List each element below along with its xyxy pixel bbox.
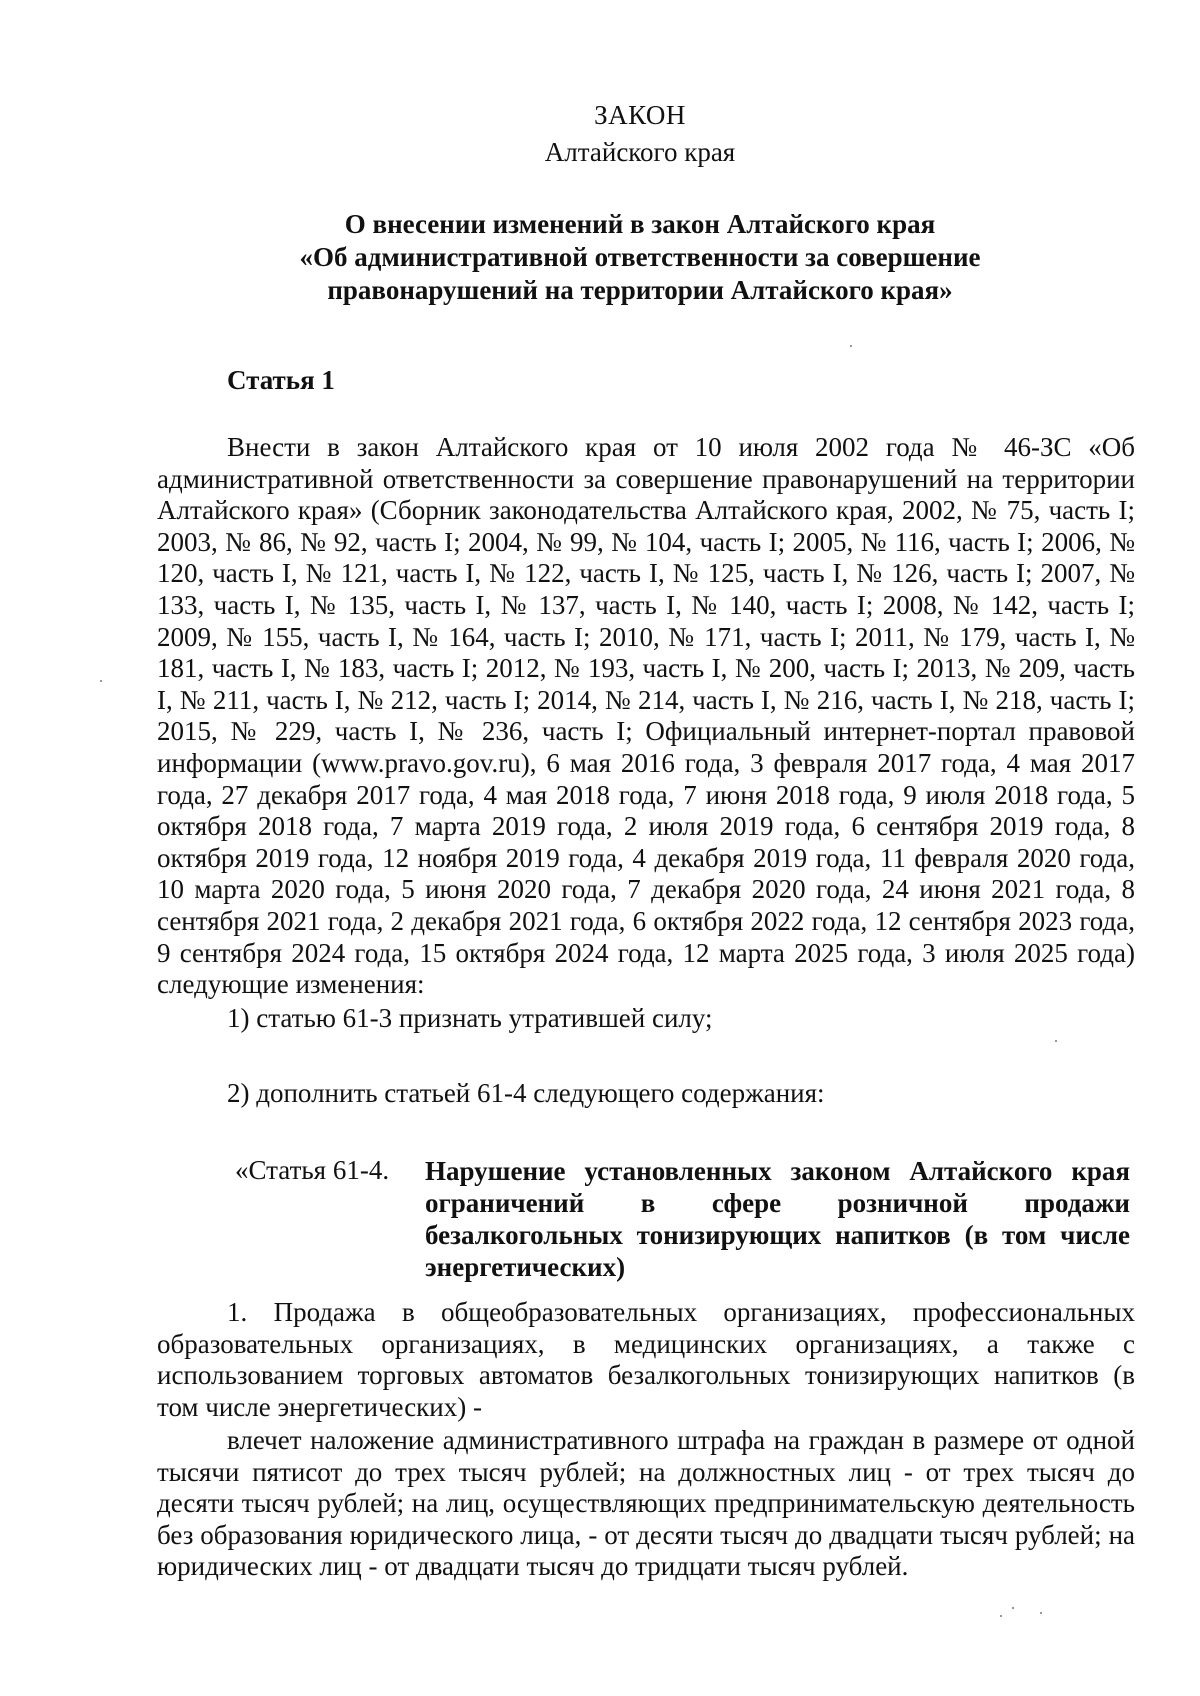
amendment-item-2: 2) дополнить статьей 61-4 следующего содержания:	[227, 1078, 825, 1108]
law-heading	[0, 208, 1200, 307]
penalty-paragraph: влечет наложение административного штрафа на граждан в размере от одной тысячи пятисот до трех тысяч рублей; на должностных лиц - от трех тысяч до десяти тысяч рублей; на лиц, осуществляющих предпринимательскую деятельность без образования юридического лица, - от десяти тысяч до двадцати тысяч рублей; на юридических лиц - от двадцати тысяч до тридцати тысяч рублей.	[157, 1425, 1135, 1582]
law-heading-line: О внесении изменений в закон Алтайского края	[344, 209, 936, 239]
scan-speck	[1040, 1612, 1042, 1614]
penalty-block	[157, 1425, 1135, 1583]
law-title: ЗАКОН	[594, 100, 686, 130]
intro-paragraph: Внести в закон Алтайского края от 10 июля 2002 года № 46-ЗС «Об административной ответственности за совершение правонарушений на территории Алтайского края» (Сборник законодательства Алтайского края, 2002, № 75, часть I; 2003, № 86, № 92, часть I; 2004, № 99, № 104, часть I; 2005, № 116, часть I; 2006, № 120, часть I, № 121, часть I, № 122, часть I, № 125, часть I, № 126, часть I; 2007, № 133, часть I, № 135, часть I, № 137, часть I, № 140, часть I; 2008, № 142, часть I; 2009, № 155, часть I, № 164, часть I; 2010, № 171, часть I; 2011, № 179, часть I, № 181, часть I, № 183, часть I; 2012, № 193, часть I, № 200, часть I; 2013, № 209, часть I, № 211, часть I, № 212, часть I; 2014, № 214, часть I, № 216, часть I, № 218, часть I; 2015, № 229, часть I, № 236, часть I; Официальный интернет-портал правовой информации (www.pravo.gov.ru), 6 мая 2016 года, 3 февраля 2017 года, 4 мая 2017 года, 27 декабря 2017 года, 4 мая 2018 года, 7 июня 2018 года, 9 июля 2018 года, 5 октября 2018 года, 7 марта 2019 года, 2 июля 2019 года, 6 сентября 2019 года, 8 октября 2019 года, 12 ноября 2019 года, 4 декабря 2019 года, 11 февраля 2020 года, 10 марта 2020 года, 5 июня 2020 года, 7 декабря 2020 года, 24 июня 2021 года, 8 сентября 2021 года, 2 декабря 2021 года, 6 октября 2022 года, 12 сентября 2023 года, 9 сентября 2024 года, 15 октября 2024 года, 12 марта 2025 года, 3 июля 2025 года) следующие изменения:	[157, 432, 1135, 1000]
scan-speck	[1012, 1607, 1014, 1609]
new-article-title: Нарушение установленных законом Алтайского края ограничений в сфере розничной продажи безалкогольных тонизирующих напитков (в том числе энергетических)	[425, 1156, 1130, 1282]
law-region: Алтайского края	[544, 137, 736, 167]
law-heading-line: «Об административной ответственности за совершение	[299, 242, 981, 272]
scan-speck	[1055, 1040, 1057, 1042]
scan-speck	[850, 345, 852, 347]
scan-speck	[1000, 1615, 1002, 1617]
scan-speck	[100, 680, 102, 682]
intro-paragraph-block	[157, 432, 1135, 1001]
law-heading-line: правонарушений на территории Алтайского края»	[327, 275, 953, 305]
amendment-item-1: 1) статью 61-3 признать утратившей силу;	[227, 1003, 713, 1033]
part-1-block	[157, 1297, 1135, 1423]
article-1-heading: Статья 1	[227, 365, 335, 395]
new-article-label: «Статья 61-4.	[235, 1155, 390, 1185]
part-1-paragraph: 1. Продажа в общеобразовательных организациях, профессиональных образовательных организациях, в медицинских организациях, а также с использованием торговых автоматов безалкогольных тонизирующих напитков (в том числе энергетических) -	[157, 1297, 1135, 1422]
